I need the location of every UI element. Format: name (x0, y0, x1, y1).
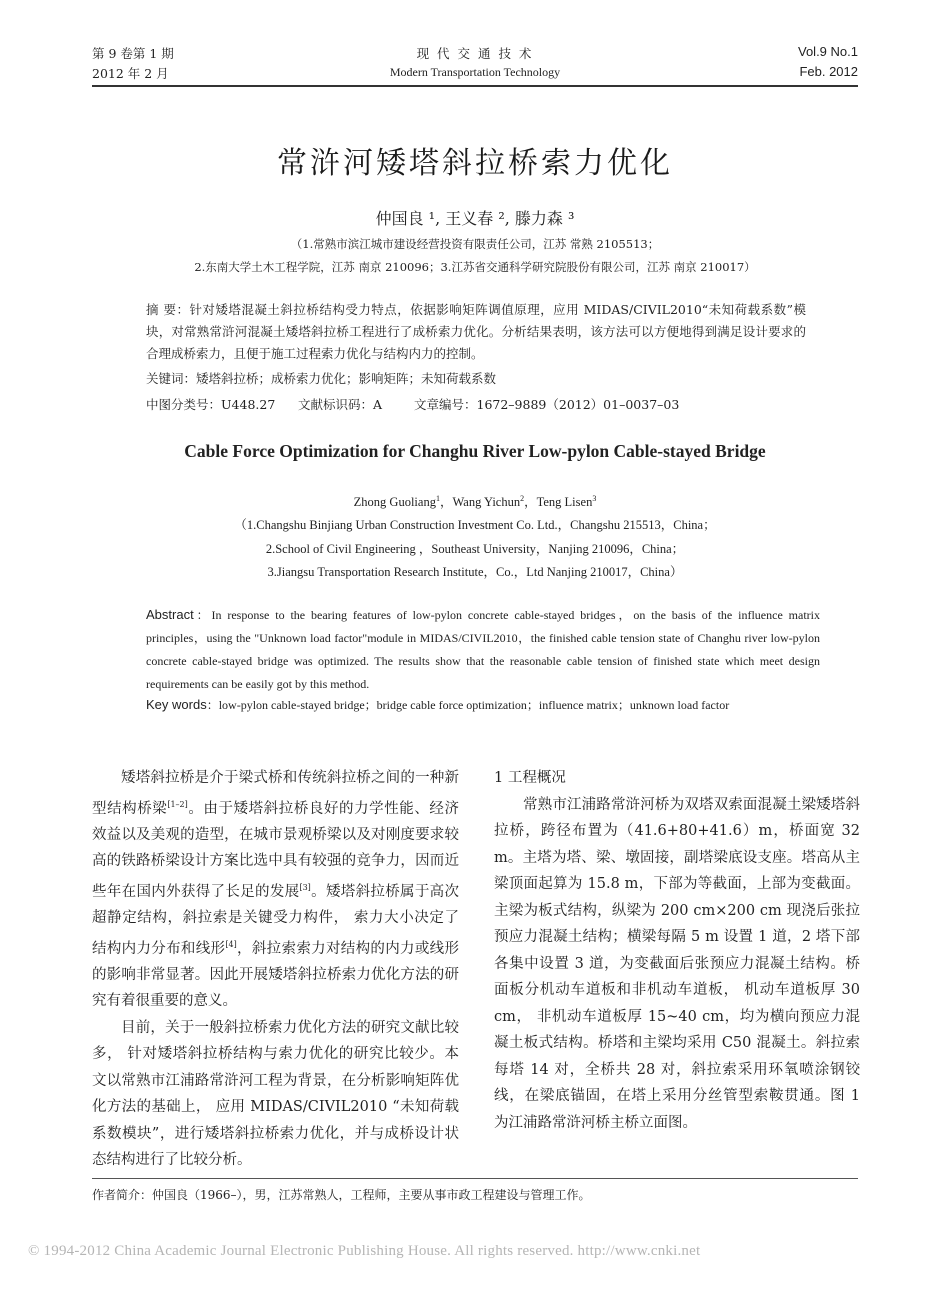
author-en-2: Wang Yichun (452, 495, 521, 509)
affiliation-en-line-1: （1.Changshu Binjiang Urban Construction Investment Co. Ltd.，Changshu 215513，China； (234, 518, 716, 532)
affiliation-en-line-3: 3.Jiangsu Transportation Research Institute，Co.，Ltd Nanjing 210017，China） (267, 565, 683, 579)
citation-2: [3] (299, 882, 311, 892)
section-heading-1: 1 工程概况 (494, 770, 566, 786)
abstract-cn-label: 摘 要： (146, 302, 190, 317)
journal-name-cn: 现 代 交 通 技 术 (416, 46, 534, 61)
copyright-footer: © 1994-2012 China Academic Journal Electronic Publishing House. All rights reserved. http://www.cnki.net (28, 1243, 701, 1259)
author-en-2-sup: 2 (520, 493, 525, 503)
keywords-cn-label: 关键词： (146, 371, 197, 386)
body-paragraph-2: 目前，关于一般斜拉桥索力优化方法的研究文献比较多， 针对矮塔斜拉桥结构与索力优化的研究比较少。本文以常熟市江浦路常浒河工程为背景，在分析影响矩阵优化方法的基础上， 应用 MIDAS/CIVIL2010 “未知荷载系数模块”，进行矮塔斜拉桥索力优化，并与成桥设计状态结构进行了比较分析。 (92, 1019, 459, 1169)
author-en-1: Zhong Guoliang (353, 495, 436, 509)
abstract-cn-text: 针对矮塔混凝土斜拉桥结构受力特点，依据影响矩阵调值原理，应用 MIDAS/CIVIL2010“未知荷载系数”模块，对常熟常浒河混凝土矮塔斜拉桥工程进行了成桥索力优化。分析结果表明，该方法可以方便地得到满足设计要求的合理成桥索力，且便于施工过程索力优化与结构内力的控制。 (146, 302, 806, 361)
paper-title-cn: 常浒河矮塔斜拉桥索力优化 (277, 146, 673, 181)
body-right-column (494, 765, 860, 1136)
authors-cn: 仲国良 ¹, 王义春 ², 滕力森 ³ (375, 209, 575, 228)
citation-1: [1–2] (167, 799, 188, 809)
citation-3: [4] (225, 939, 237, 949)
author-en-3-sup: 3 (592, 493, 597, 503)
author-en-1-sup: 1 (435, 493, 440, 503)
author-note: 作者简介：仲国良（1966–），男，江苏常熟人，工程师，主要从事市政工程建设与管理工作。 (92, 1188, 591, 1202)
affiliation-cn-line-1: （1.常熟市滨江城市建设经营投资有限责任公司，江苏 常熟 2105513； (290, 237, 660, 251)
keywords-en-label: Key words (146, 697, 207, 712)
issue-date: 2012 年 2 月 (92, 66, 169, 81)
body-paragraph-1: 矮塔斜拉桥是介于梁式桥和传统斜拉桥之间的一种新型结构桥梁[1–2]。由于矮塔斜拉桥良好的力学性能、经济效益以及美观的造型，在城市景观桥梁以及对刚度要求较高的铁路桥梁设计方案比选中具有较强的竞争力，因而近些年在国内外获得了长足的发展[3]。矮塔斜拉桥属于高次超静定结构，斜拉索是关键受力构件， 索力大小决定了结构内力分布和线形[4]，斜拉索索力对结构的内力或线形的影响非常显著。因此开展矮塔斜拉桥索力优化方法的研究有着很重要的意义。 (92, 770, 460, 1010)
keywords-en-text: ：low-pylon cable-stayed bridge；bridge cable force optimization；influence matrix；unknown load factor (206, 698, 730, 712)
journal-name-en: Modern Transportation Technology (389, 65, 561, 79)
keywords-en (146, 696, 729, 713)
clc-number: 中图分类号：U448.27 (146, 397, 276, 412)
body-left-column (92, 765, 459, 1174)
author-en-3: Teng Lisen (536, 495, 593, 509)
footnote-rule (92, 1178, 858, 1179)
header-rule (92, 85, 858, 87)
date-en: Feb. 2012 (799, 64, 858, 79)
abstract-en (146, 603, 820, 696)
abstract-en-label: Abstract (146, 607, 194, 622)
authors-en: Zhong Guoliang$^1$，Wang Yichun$^2$，Teng Lisen$^3$ (353, 493, 597, 509)
keywords-cn-text: 矮塔斜拉桥；成桥索力优化；影响矩阵；未知荷载系数 (196, 371, 497, 386)
document-code: 文献标识码：A (298, 397, 383, 412)
abstract-en-text: ：In response to the bearing features of low-pylon concrete cable-stayed bridges，on the basis of the influence matrix principles，using the "Unknown load factor"module in MIDAS/CIVIL2010，the finished cable tension state of Changhu river low-pylon concrete cable-stayed bridge was optimized. The results show that the reasonable cable tension of finished state which meet design requirements can be easily got by this method. (146, 608, 820, 691)
affiliation-en-line-2: 2.School of Civil Engineering ，Southeast University，Nanjing 210096，China； (265, 542, 685, 556)
keywords-cn (146, 369, 496, 387)
paper-title-en: Cable Force Optimization for Changhu River Low-pylon Cable-stayed Bridge (184, 441, 766, 461)
volume-en: Vol.9 No.1 (798, 44, 858, 59)
issue-number: 第 9 卷第 1 期 (92, 46, 174, 61)
article-number: 文章编号：1672–9889（2012）01–0037–03 (414, 397, 680, 412)
abstract-cn (146, 299, 806, 365)
affiliation-cn-line-2: 2.东南大学土木工程学院，江苏 南京 210096；3.江苏省交通科学研究院股份有限公司，江苏 南京 210017） (194, 260, 756, 274)
body-paragraph-3: 常熟市江浦路常浒河桥为双塔双索面混凝土梁矮塔斜拉桥，跨径布置为（41.6+80+41.6）m，桥面宽 32 m。主塔为塔、梁、墩固接，副塔梁底设支座。塔高从主梁顶面起算为 15.8 m，下部为等截面，上部为变截面。主梁为板式结构，纵梁为 200 cm×200 cm 现浇后张拉预应力混凝土结构；横梁每隔 5 m 设置 1 道，2 塔下部各集中设置 3 道，为变截面后张预应力混凝土结构。桥面板分机动车道板和非机动车道板， 机动车道板厚 30 cm， 非机动车道板厚 15~40 cm，均为横向预应力混凝土板式结构。桥塔和主梁均采用 C50 混凝土。斜拉索每塔 14 对，全桥共 28 对，斜拉索采用环氧喷涂钢铰线，在梁底锚固，在塔上采用分丝管型索鞍贯通。图 1 为江浦路常浒河桥主桥立面图。 (494, 796, 860, 1131)
